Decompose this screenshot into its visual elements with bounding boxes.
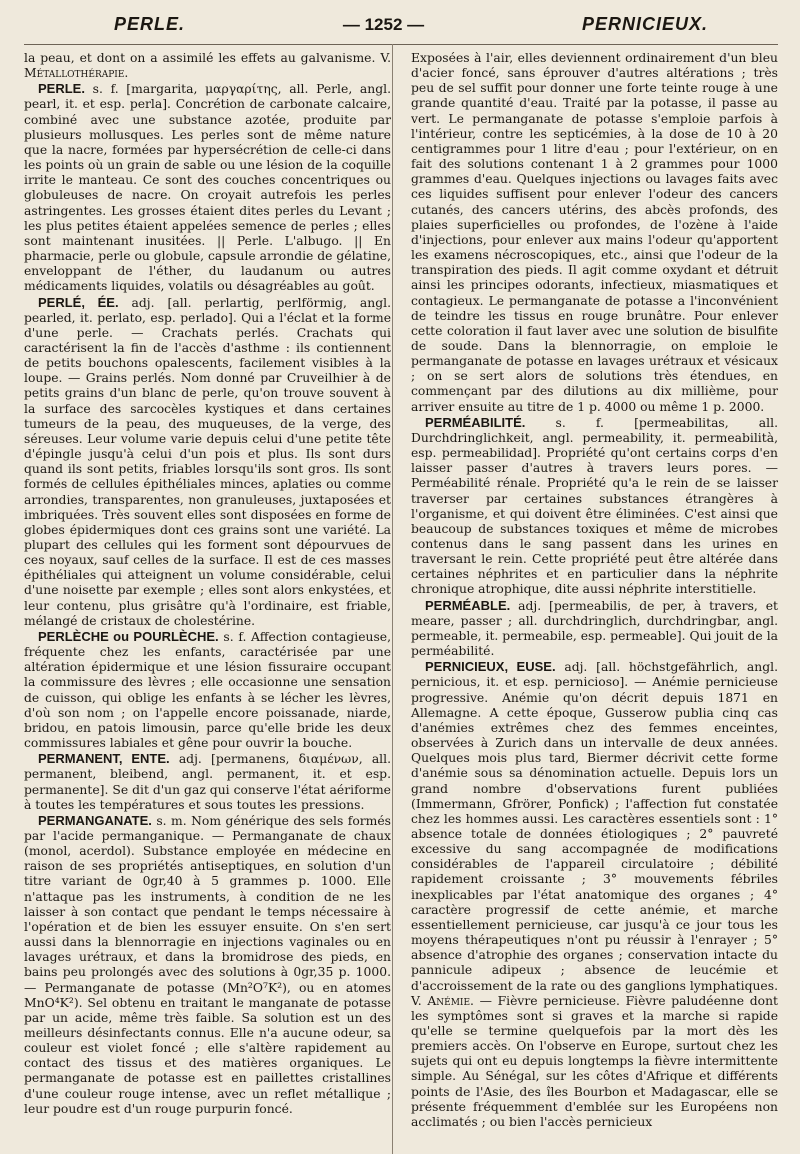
headword: PERLE. (38, 81, 85, 97)
entry-permanganate (24, 813, 391, 1117)
entry-body: adj. [permeabilis, de per, à travers, et meare, passer ; all. durchdringlich, durchdringbar, angl. permeable, it. permeabile, esp. permeable]. Qui jouit de la perméabilité. (411, 598, 778, 659)
page-number: — 1252 — (342, 15, 425, 34)
entry-body-continued: — Fièvre pernicieuse. Fièvre paludéenne dont les symptômes sont si graves et la marche si rapide qu'elle se termine quelquefois par la mort dès les premiers accès. On l'observe en Europe, surtout chez les sujets qui ont eu depuis longtemps la fièvre intermittente simple. Au Sénégal, sur les côtes d'Afrique et différents points de l'Asie, des îles Bourbon et Madagascar, elle se présente fréquemment d'emblée sur les Européens non acclimatés ; ou bien l'accès pernicieux (411, 993, 779, 1129)
entry-body: s. m. Nom générique des sels formés par l'acide permanganique. — Permanganate de chaux (monol, acerdol). Substance employée en médecine en raison de ses propriétés antiseptiques, en solution d'un titre variant de 0gr,40 à 5 grammes p. 1000. Elle n'attaque pas les instruments, à condition de ne les laisser à son contact que pendant le temps nécessaire à l'opération et de bien les essuyer ensuite. On s'en sert aussi dans la blennorragie en injections vaginales ou en lavages urétraux, et dans la bromidrose des pieds, en bains peu prolongés avec des solutions à 0gr,35 p. 1000. — Permanganate de potasse (Mn²O⁷K²), ou en atomes MnO⁴K²). Sel obtenu en traitant le manganate de potasse par un acide, même très faible. Sa solution est un des meilleurs désinfectants connus. Elle n'a aucune odeur, sa couleur est violet foncé ; elle s'altère rapidement au contact des tissus et des matières organiques. Le permanganate de potasse est en paillettes cristallines d'une couleur rouge intense, avec un reflet métallique ; leur poudre est d'un rouge purpurin foncé. (24, 813, 391, 1116)
running-header (24, 14, 778, 45)
text-columns (24, 51, 778, 1130)
entry-permanganate-continuation: Exposées à l'air, elles deviennent ordinairement d'un bleu d'acier foncé, sans éprouver d'autres altérations ; très peu de sel suffit pour donner une forte teinte rouge à une grande quantité d'eau. Traité par la potasse, il passe au vert. Le permanganate de potasse s'emploie parfois à l'intérieur, contre les septicémies, à la dose de 10 à 20 centigrammes pour 1 litre d'eau ; pour l'extérieur, on en fait des solutions contenant 1 à 2 grammes pour 1000 grammes d'eau. Quelques injections ou lavages faits avec ces liquides suffisent pour enlever l'odeur des cancers cutanés, des cancers utérins, des abcès profonds, des plaies superficielles ou profondes, de l'ozène à l'aide d'injections, pour enlever aux mains l'odeur qu'apportent les examens nécroscopiques, etc., ainsi que l'odeur de la transpiration des pieds. Il agit comme oxydant et détruit ainsi les principes odorants, infectieux, miasmatiques et contagieux. Le permanganate de potasse a l'inconvénient de teindre les tissus en rouge brunâtre. Pour enlever cette coloration il faut laver avec une solution de bisulfite de soude. Dans la blennorragie, on emploie le permanganate de potasse en lavages urétraux et vésicaux ; on se sert alors de solutions très étendues, en commençant par des dilutions au dix millième, pour arriver ensuite au titre de 1 p. 4000 ou même 1 p. 2000. (411, 51, 778, 414)
entry-perleche (24, 629, 391, 751)
entry-permeable (411, 598, 778, 660)
headword: PERMANENT, ENTE. (38, 751, 170, 767)
entry-body: adj. [all. perlartig, perlförmig, angl. pearled, it. perlato, esp. perlado]. Qui a l'éclat et la forme d'une perle. — Crachats perlés. Crachats qui caractérisent la fin de l'accès d'asthme : ils contiennent de petits bouchons opalescents, facilement visibles à la loupe. — Grains perlés. Nom donné par Cruveilhier à de petits grains d'un blanc de perle, qu'on trouve souvent à la surface des sarcocèles kystiques et dans certaines tumeurs de la peau, des muqueuses, de la verge, des séreuses. Leur volume varie depuis celui d'une petite tête d'épingle jusqu'à celui d'un pois et plus. Ils sont durs quand ils sont petits, friables lorsqu'ils sont gros. Ils sont formés de cellules épithéliales minces, aplaties ou comme arrondies, transparentes, non granuleuses, juxtaposées et imbriquées. Très souvent elles sont disposées en forme de globes épidermiques dont ces grains sont une variété. La plupart des cellules qui les forment sont dépourvues de ces noyaux, sauf celles de la surface. Il est de ces masses épithéliales qui atteignent un volume considérable, celui d'une noisette par exemple ; elles sont alors enkystées, et leur contenu, plus grisâtre qu'à l'ordinaire, est friable, mélangé de cristaux de cholestérine. (24, 295, 391, 628)
entry-perle-ee (24, 295, 391, 629)
headword: PERMÉABILITÉ. (425, 414, 526, 430)
entry-permanent (24, 751, 391, 813)
entry-body: adj. [permanens, διαμένων, all. permanent, bleibend, angl. permanent, it. et esp. permanente]. Se dit d'un gaz qui conserve l'état aériforme à toutes les températures et sous toutes les pressions. (24, 752, 392, 812)
entry-perle (24, 81, 391, 294)
entry-body: s. f. Affection contagieuse, fréquente chez les enfants, caractérisée par une altération épidermique et une lésion fissuraire occupant la commissure des lèvres ; elle occasionne une sensation de cuisson, qui oblige les enfants à se lécher les lèvres, d'où son nom ; on l'appelle encore poissanade, niarde, bridou, en patois limousin, parce qu'elle bride les deux commissures labiales et gêne pour ouvrir la bouche. (24, 629, 392, 751)
entry-body: adj. [all. höchstgefährlich, angl. pernicious, it. et esp. pernicioso]. — Anémie pernicieuse progressive. Anémie qu'on décrit depuis 1871 en Allemagne. A cette époque, Gusserow publia cinq cas d'anémies extrêmes chez des femmes enceintes, observées à Zurich dans un intervalle de deux années. Quelques mois plus tard, Biermer décrivit cette forme d'anémie sous sa dénomination actuelle. Depuis lors un grand nombre d'observations furent publiées (Immermann, Gfrörer, Ponfick) ; l'affection fut constatée chez les hommes aussi. Les caractères essentiels sont : 1° absence totale de données étiologiques ; 2° pauvreté excessive du sang accompagnée de modifications considérables de l'appareil circulatoire ; débilité rapidement croissante ; 3° mouvements fébriles inexplicables par l'état anatomique des organes ; 4° caractère progressif de cette anémie, et marche essentiellement pernicieuse, car jusqu'à ce jour tous les moyens thérapeutiques n'ont pu réussir à l'enrayer ; 5° absence d'atrophie des organes ; conservation intacte du pannicule adipeux ; absence de leucémie et d'accroissement de la rate ou des ganglions lymphatiques. V. (411, 660, 778, 1008)
headword: PERMÉABLE. (425, 597, 511, 613)
entry-pernicieux (411, 659, 778, 1130)
right-column (411, 51, 778, 1130)
left-column (24, 51, 391, 1130)
intro-text: la peau, et dont on a assimilé les effets au galvanisme. V. (24, 51, 391, 65)
header-right-word: PERNICIEUX. (581, 14, 708, 34)
headword: PERLÉ, ÉE. (38, 294, 119, 310)
entry-intro-continuation (24, 51, 391, 81)
cross-reference: Anémie. (427, 993, 474, 1008)
headword: PERNICIEUX, EUSE. (425, 659, 556, 675)
headword: PERMANGANATE. (38, 812, 152, 828)
header-left-word: PERLE. (114, 14, 186, 34)
entry-body: s. f. [permeabilitas, all. Durchdringlichkeit, angl. permeability, it. permeabilità, esp. permeabilidad]. Propriété qu'ont certains corps d'en laisser passer d'autres à travers leurs pores. — Perméabilité rénale. Propriété qu'a le rein de se laisser traverser par certaines substances étrangères à l'organisme, et qui doivent être éliminées. C'est ainsi que beaucoup de substances toxiques et même de microbes contenus dans le sang passent dans les urines en traversant le rein. Cette propriété peut être altérée dans certaines néphrites et en particulier dans la néphrite chronique atrophique, dite aussi néphrite interstitielle. (411, 415, 778, 597)
column-divider (392, 44, 393, 1154)
cross-reference: Métallothérapie. (24, 66, 129, 81)
headword: PERLÈCHE ou POURLÈCHE. (38, 628, 219, 644)
entry-permeabilite (411, 415, 778, 598)
entry-body: s. f. [margarita, μαργαρίτης, all. Perle, angl. pearl, it. et esp. perla]. Concrétion de carbonate calcaire, combiné avec une substance azotée, produite par plusieurs mollusques. Les perles sont de même nature que la nacre, formées par hypersécrétion de celle-ci dans les points où un grain de sable ou une lésion de la coquille irrite le manteau. Ce sont des couches concentriques ou globuleuses de nacre. On croyait autrefois les perles astringentes. Les grosses étaient dites perles du Levant ; les plus petites étaient appelées semence de perles ; elles sont maintenant inusitées. || Perle. L'albugo. || En pharmacie, perle ou globule, capsule arrondie de gélatine, enveloppant de l'éther, du laudanum ou autres médicaments liquides, volatils ou désagréables au goût. (24, 82, 391, 294)
